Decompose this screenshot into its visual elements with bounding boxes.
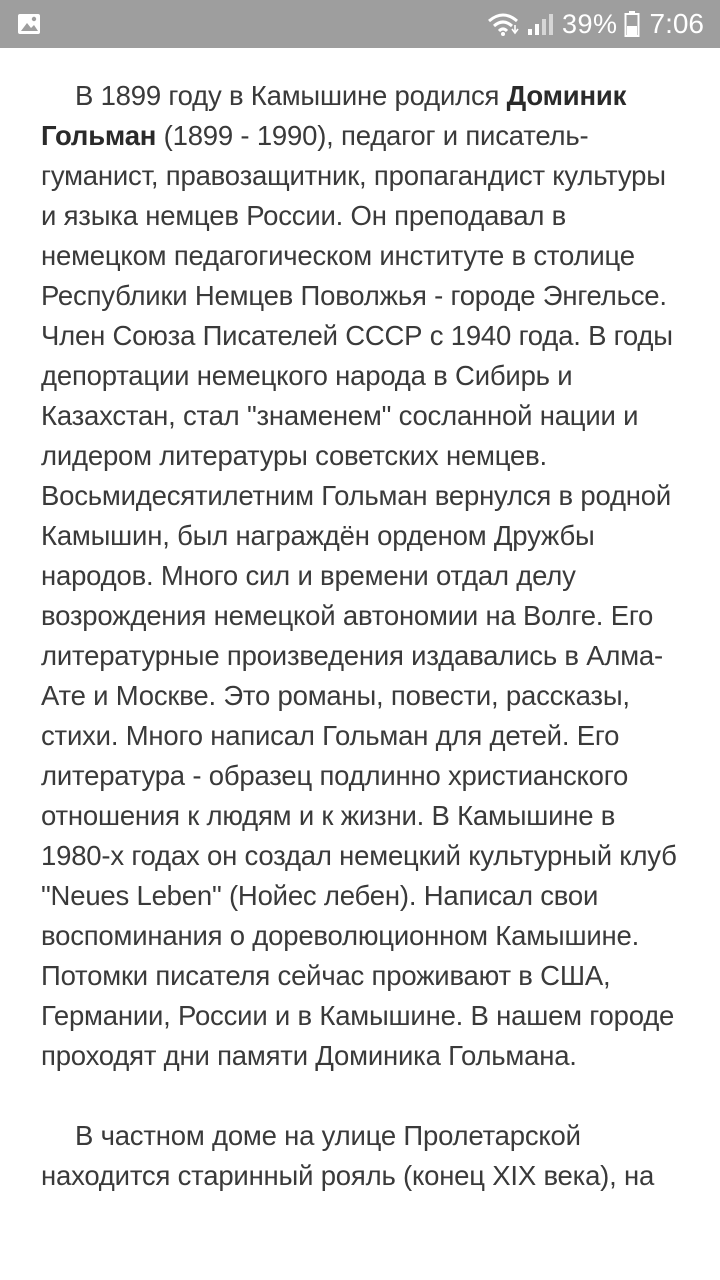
person-name: Доминик Гольман	[41, 80, 627, 151]
battery-percent: 39%	[561, 8, 618, 39]
status-bar	[0, 0, 720, 48]
status-icons	[486, 0, 704, 48]
article-paragraph-1	[41, 76, 681, 1076]
wifi-icon	[486, 11, 520, 37]
signal-icon	[526, 11, 556, 37]
paragraph-intro: В 1899 году в Камышине родился	[75, 80, 507, 111]
gallery-icon	[16, 11, 42, 37]
battery-icon	[624, 10, 640, 38]
paragraph-body: (1899 - 1990), педагог и писатель-гуманист, правозащитник, пропагандист культуры и языка немцев России. Он преподавал в немецком педагогическом институте в столице Республики Немцев Поволжья - городе Энгельсе. Член Союза Писателей СССР с 1940 года. В годы депортации немецкого народа в Сибирь и Казахстан, стал "знаменем" сосланной нации и лидером литературы советских немцев. Восьмидесятилетним Гольман вернулся в родной Камышин, был награждён орденом Дружбы народов. Много сил и времени отдал делу возрождения немецкой автономии на Волге. Его литературные произведения издавались в Алма-Ате и Москве. Это романы, повести, рассказы, стихи. Много написал Гольман для детей. Его литература - образец подлинно христианского отношения к людям и к жизни. В Камышине в 1980-х годах он создал немецкий культурный клуб "Neues Leben" (Нойес лебен). Написал свои воспоминания о дореволюционном Камышине. Потомки писателя сейчас проживают в США, Германии, России и в Камышине. В нашем городе проходят дни памяти Доминика Гольмана.	[41, 120, 677, 1071]
clock: 7:06	[649, 8, 704, 39]
article-content	[41, 76, 681, 1196]
article-paragraph-2: В частном доме на улице Пролетарской находится старинный рояль (конец XIX века), на	[41, 1120, 655, 1191]
